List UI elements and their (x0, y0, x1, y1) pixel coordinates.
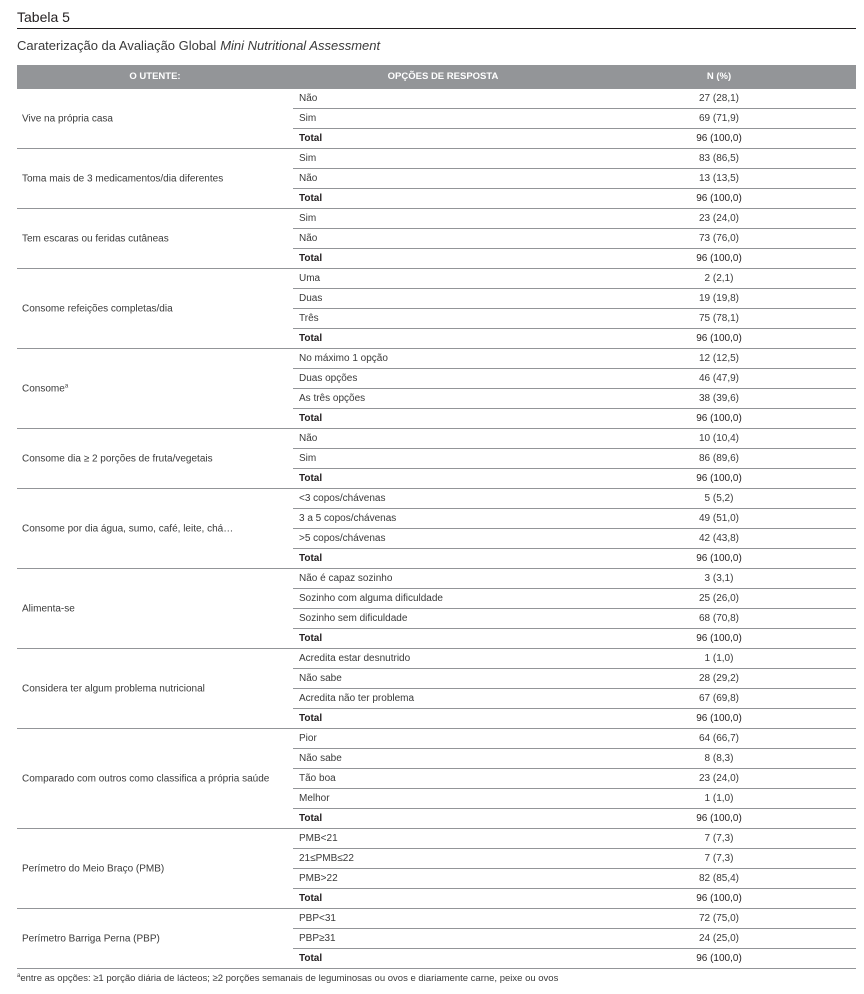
response-option: Não (299, 233, 318, 244)
table-row (293, 449, 856, 469)
response-option: PMB>22 (299, 873, 338, 884)
table-body (17, 89, 856, 969)
table-row (293, 349, 856, 369)
table-row (293, 929, 856, 949)
table-row (293, 569, 856, 589)
header-opcoes: OPÇÕES DE RESPOSTA (387, 71, 499, 82)
response-option: Total (299, 713, 323, 724)
total-row (293, 889, 856, 908)
total-row (293, 809, 856, 828)
group-rows (293, 569, 856, 648)
table-row (293, 149, 856, 169)
count-percent: 96 (100,0) (696, 553, 742, 564)
table-row (293, 909, 856, 929)
count-percent: 68 (70,8) (698, 613, 740, 624)
count-percent: 73 (76,0) (698, 233, 740, 244)
group-rows (293, 89, 856, 148)
group-rows (293, 209, 856, 268)
group-label (22, 113, 113, 124)
count-percent: 28 (29,2) (698, 673, 740, 684)
group-label (22, 683, 205, 694)
group-label (22, 933, 160, 944)
table-row (293, 829, 856, 849)
table-row (293, 769, 856, 789)
total-row (293, 629, 856, 648)
response-option: Uma (299, 273, 321, 284)
group-rows (293, 269, 856, 348)
group-rows (293, 489, 856, 568)
table-group (17, 349, 856, 429)
count-percent: 5 (5,2) (704, 493, 734, 504)
response-option: PBP≥31 (299, 933, 336, 944)
response-option: Sim (299, 453, 317, 464)
table-row (293, 309, 856, 329)
table-row (293, 429, 856, 449)
response-option: Total (299, 473, 323, 484)
group-label-text: Toma mais de 3 medicamentos/dia diferentes (22, 173, 224, 184)
table-caption (17, 38, 380, 53)
count-percent: 23 (24,0) (698, 213, 740, 224)
group-label (22, 523, 233, 534)
response-option: Total (299, 333, 323, 344)
group-rows (293, 429, 856, 488)
table-row (293, 609, 856, 629)
count-percent: 96 (100,0) (696, 893, 742, 904)
count-percent: 96 (100,0) (696, 713, 742, 724)
table-row (293, 689, 856, 709)
group-label-text: Perímetro Barriga Perna (PBP) (22, 933, 160, 944)
table-row (293, 109, 856, 129)
table-row (293, 89, 856, 109)
total-row (293, 409, 856, 428)
response-option: Duas opções (299, 373, 358, 384)
count-percent: 1 (1,0) (704, 793, 734, 804)
table-row (293, 649, 856, 669)
count-percent: 3 (3,1) (704, 573, 734, 584)
count-percent: 38 (39,6) (698, 393, 740, 404)
count-percent: 25 (26,0) (698, 593, 740, 604)
table-group (17, 909, 856, 969)
response-option: Não sabe (299, 753, 342, 764)
group-label (22, 233, 169, 244)
count-percent: 82 (85,4) (698, 873, 740, 884)
response-option: Total (299, 413, 323, 424)
response-option: Total (299, 633, 323, 644)
table-group (17, 269, 856, 349)
group-label-text: Consome (22, 383, 65, 395)
table-row (293, 489, 856, 509)
group-rows (293, 729, 856, 828)
footnote (17, 973, 558, 984)
count-percent: 8 (8,3) (704, 753, 734, 764)
count-percent: 96 (100,0) (696, 813, 742, 824)
count-percent: 19 (19,8) (698, 293, 740, 304)
table-row (293, 869, 856, 889)
total-row (293, 329, 856, 348)
caption-italic: Mini Nutritional Assessment (220, 38, 381, 53)
table-group (17, 149, 856, 209)
group-label (22, 453, 213, 464)
table-row (293, 269, 856, 289)
count-percent: 2 (2,1) (704, 273, 734, 284)
footnote-ref: a (64, 382, 69, 389)
response-option: Total (299, 893, 323, 904)
response-option: Pior (299, 733, 317, 744)
table-row (293, 589, 856, 609)
count-percent: 75 (78,1) (698, 313, 740, 324)
data-table (17, 65, 856, 969)
table-group (17, 649, 856, 729)
footnote-marker: a (17, 973, 21, 979)
response-option: Sim (299, 113, 317, 124)
response-option: Acredita estar desnutrido (299, 653, 411, 664)
table-group (17, 829, 856, 909)
count-percent: 42 (43,8) (698, 533, 740, 544)
table-group (17, 429, 856, 489)
table-row (293, 729, 856, 749)
count-percent: 86 (89,6) (698, 453, 740, 464)
response-option: Sim (299, 213, 317, 224)
response-option: Total (299, 193, 323, 204)
table-row (293, 229, 856, 249)
response-option: >5 copos/chávenas (299, 533, 386, 544)
response-option: Tão boa (299, 773, 336, 784)
table-row (293, 669, 856, 689)
group-label-text: Considera ter algum problema nutricional (22, 683, 205, 694)
group-label-text: Vive na própria casa (22, 113, 113, 124)
count-percent: 69 (71,9) (698, 113, 740, 124)
count-percent: 7 (7,3) (704, 833, 734, 844)
count-percent: 7 (7,3) (704, 853, 734, 864)
total-row (293, 249, 856, 268)
table-group (17, 209, 856, 269)
caption-text: Caraterização da Avaliação Global (17, 38, 217, 53)
total-row (293, 949, 856, 968)
group-label-text: Consome por dia água, sumo, café, leite, chá… (22, 523, 234, 534)
count-percent: 46 (47,9) (698, 373, 740, 384)
total-row (293, 129, 856, 148)
total-row (293, 469, 856, 488)
response-option: Total (299, 953, 323, 964)
count-percent: 96 (100,0) (696, 193, 742, 204)
response-option: Acredita não ter problema (299, 693, 415, 704)
group-label-text: Consome dia ≥ 2 porções de fruta/vegetais (22, 453, 213, 464)
response-option: Duas (299, 293, 323, 304)
count-percent: 13 (13,5) (698, 173, 740, 184)
count-percent: 83 (86,5) (698, 153, 740, 164)
group-label (22, 863, 164, 874)
group-label-text: Tem escaras ou feridas cutâneas (22, 233, 169, 244)
count-percent: 10 (10,4) (698, 433, 740, 444)
response-option: Não (299, 433, 318, 444)
header-n: N (%) (706, 71, 732, 82)
response-option: Melhor (299, 793, 330, 804)
group-label (22, 773, 269, 784)
response-option: No máximo 1 opção (299, 353, 388, 364)
table-row (293, 389, 856, 409)
header-utente: O UTENTE: (129, 71, 181, 82)
table-row (293, 169, 856, 189)
response-option: Não sabe (299, 673, 342, 684)
count-percent: 49 (51,0) (698, 513, 740, 524)
count-percent: 1 (1,0) (704, 653, 734, 664)
response-option: As três opções (299, 393, 366, 404)
group-rows (293, 829, 856, 908)
group-label (22, 603, 75, 614)
response-option: Não (299, 93, 318, 104)
group-rows (293, 149, 856, 208)
group-label (22, 383, 68, 394)
count-percent: 96 (100,0) (696, 333, 742, 344)
title-rule (17, 28, 856, 29)
count-percent: 96 (100,0) (696, 633, 742, 644)
count-percent: 27 (28,1) (698, 93, 740, 104)
group-rows (293, 349, 856, 428)
count-percent: 64 (66,7) (698, 733, 740, 744)
response-option: PMB<21 (299, 833, 338, 844)
count-percent: 67 (69,8) (698, 693, 740, 704)
footnote-text: entre as opções: ≥1 porção diária de lácteos; ≥2 porções semanais de leguminosas ou ovos e diariamente carne, peixe ou ovos (20, 973, 559, 985)
group-label-text: Consome refeições completas/dia (22, 303, 173, 314)
table-header (17, 65, 856, 89)
table-group (17, 489, 856, 569)
count-percent: 96 (100,0) (696, 133, 742, 144)
count-percent: 23 (24,0) (698, 773, 740, 784)
response-option: Não (299, 173, 318, 184)
count-percent: 96 (100,0) (696, 953, 742, 964)
table-row (293, 289, 856, 309)
group-rows (293, 909, 856, 968)
table-row (293, 529, 856, 549)
response-option: <3 copos/chávenas (299, 493, 386, 504)
response-option: 21≤PMB≤22 (299, 853, 354, 864)
count-percent: 72 (75,0) (698, 913, 740, 924)
response-option: Sim (299, 153, 317, 164)
table-row (293, 369, 856, 389)
response-option: Total (299, 553, 323, 564)
table-row (293, 789, 856, 809)
table-group (17, 729, 856, 829)
response-option: Três (299, 313, 319, 324)
response-option: Total (299, 253, 323, 264)
table-row (293, 749, 856, 769)
count-percent: 24 (25,0) (698, 933, 740, 944)
group-label-text: Comparado com outros como classifica a própria saúde (22, 773, 270, 784)
table-row (293, 509, 856, 529)
group-label-text: Alimenta-se (22, 603, 75, 614)
total-row (293, 549, 856, 568)
count-percent: 96 (100,0) (696, 413, 742, 424)
response-option: Sozinho sem dificuldade (299, 613, 408, 624)
response-option: Não é capaz sozinho (299, 573, 393, 584)
count-percent: 96 (100,0) (696, 253, 742, 264)
response-option: PBP<31 (299, 913, 336, 924)
group-rows (293, 649, 856, 728)
response-option: Total (299, 813, 323, 824)
table-group (17, 569, 856, 649)
response-option: Total (299, 133, 323, 144)
total-row (293, 709, 856, 728)
group-label-text: Perímetro do Meio Braço (PMB) (22, 863, 165, 874)
group-label (22, 173, 223, 184)
response-option: 3 a 5 copos/chávenas (299, 513, 397, 524)
table-row (293, 209, 856, 229)
group-label (22, 303, 173, 314)
response-option: Sozinho com alguma dificuldade (299, 593, 443, 604)
total-row (293, 189, 856, 208)
table-row (293, 849, 856, 869)
table-group (17, 89, 856, 149)
count-percent: 12 (12,5) (698, 353, 740, 364)
count-percent: 96 (100,0) (696, 473, 742, 484)
table-label: Tabela 5 (17, 9, 70, 25)
